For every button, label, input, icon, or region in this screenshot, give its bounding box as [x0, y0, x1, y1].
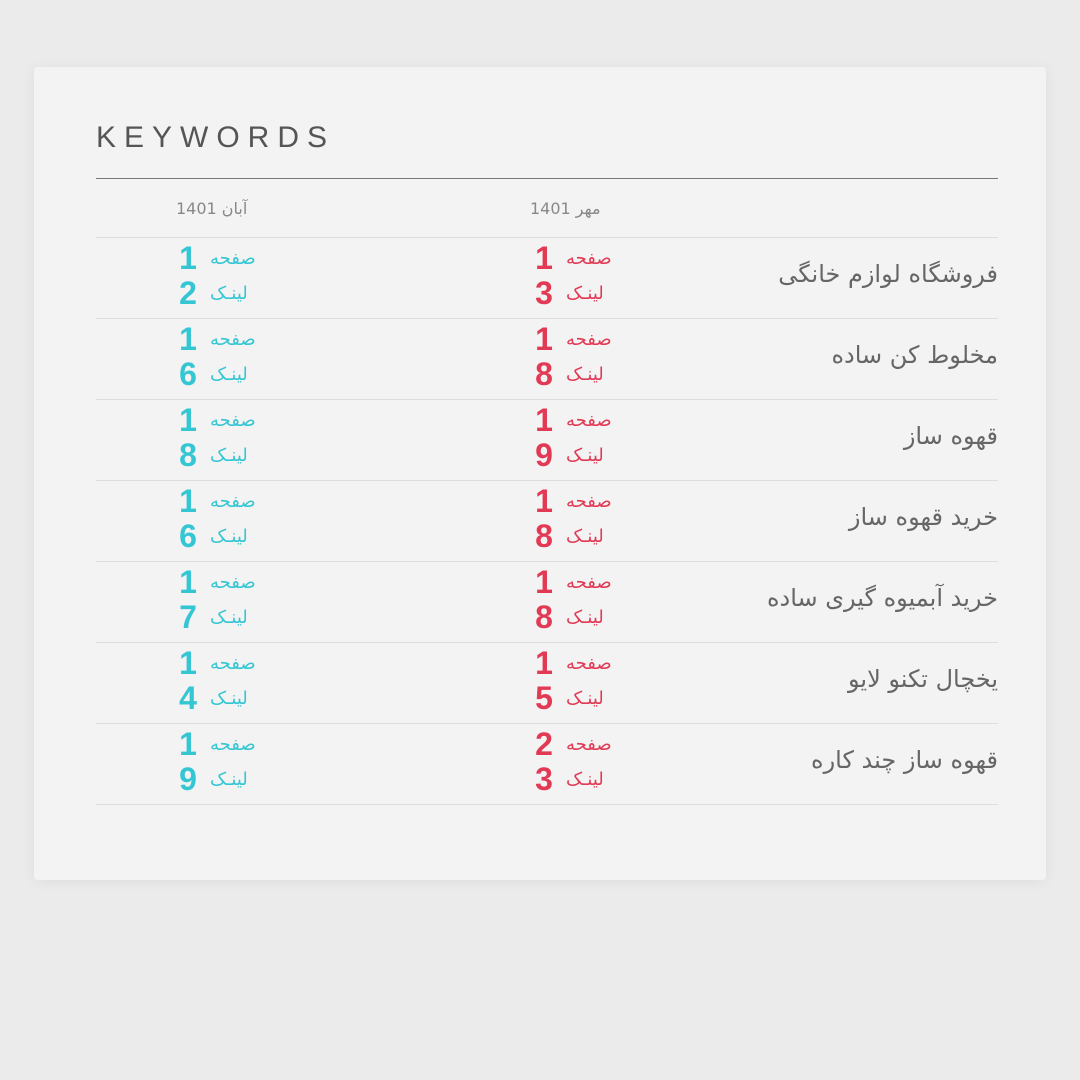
aban-link-value: 6 [179, 518, 197, 554]
page-label: صفحه [566, 410, 612, 431]
link-label: لینـک [210, 526, 248, 547]
page-label: صفحه [210, 329, 256, 350]
table-header [96, 179, 998, 238]
keyword-label: خرید آبمیوه گیری ساده [766, 584, 998, 612]
aban-page-value: 1 [179, 564, 197, 600]
aban-page-value: 1 [179, 483, 197, 519]
mehr-page-value: 2 [535, 726, 553, 762]
link-label: لینـک [210, 769, 248, 790]
mehr-stats [526, 319, 626, 399]
aban-stats [170, 724, 270, 804]
column-header-mehr: مهر 1401 [530, 199, 601, 218]
keywords-table [96, 238, 998, 805]
aban-stats [170, 238, 270, 318]
aban-stats [170, 481, 270, 561]
aban-link-value: 8 [179, 437, 197, 473]
page-label: صفحه [210, 734, 256, 755]
aban-link-value: 6 [179, 356, 197, 392]
mehr-link-value: 5 [535, 680, 553, 716]
keywords-card [34, 67, 1046, 880]
mehr-stats [526, 481, 626, 561]
page-label: صفحه [210, 653, 256, 674]
mehr-stats [526, 562, 626, 642]
aban-stats [170, 319, 270, 399]
page-label: صفحه [566, 572, 612, 593]
mehr-link-value: 8 [535, 599, 553, 635]
mehr-page-value: 1 [535, 645, 553, 681]
mehr-page-value: 1 [535, 321, 553, 357]
aban-page-value: 1 [179, 726, 197, 762]
mehr-stats [526, 238, 626, 318]
link-label: لینـک [210, 607, 248, 628]
mehr-page-value: 1 [535, 240, 553, 276]
mehr-stats [526, 724, 626, 804]
link-label: لینـک [210, 688, 248, 709]
link-label: لینـک [566, 526, 604, 547]
page-label: صفحه [210, 248, 256, 269]
link-label: لینـک [566, 769, 604, 790]
table-row [96, 319, 998, 400]
aban-stats [170, 400, 270, 480]
page-label: صفحه [566, 734, 612, 755]
table-row [96, 481, 998, 562]
link-label: لینـک [210, 445, 248, 466]
keyword-label: قهوه ساز چند کاره [811, 746, 998, 774]
keyword-label: خرید قهوه ساز [848, 503, 998, 531]
mehr-link-value: 8 [535, 356, 553, 392]
table-row [96, 643, 998, 724]
table-row [96, 724, 998, 805]
page-label: صفحه [566, 329, 612, 350]
aban-link-value: 9 [179, 761, 197, 797]
table-row [96, 238, 998, 319]
page-label: صفحه [566, 653, 612, 674]
link-label: لینـک [566, 364, 604, 385]
keyword-label: فروشگاه لوازم خانگی [778, 260, 998, 288]
table-row [96, 400, 998, 481]
aban-page-value: 1 [179, 321, 197, 357]
mehr-link-value: 9 [535, 437, 553, 473]
page-label: صفحه [210, 410, 256, 431]
aban-page-value: 1 [179, 240, 197, 276]
aban-page-value: 1 [179, 402, 197, 438]
aban-stats [170, 562, 270, 642]
link-label: لینـک [566, 283, 604, 304]
aban-link-value: 2 [179, 275, 197, 311]
mehr-stats [526, 400, 626, 480]
mehr-link-value: 3 [535, 761, 553, 797]
aban-link-value: 7 [179, 599, 197, 635]
link-label: لینـک [566, 688, 604, 709]
mehr-link-value: 8 [535, 518, 553, 554]
page-label: صفحه [210, 572, 256, 593]
aban-link-value: 4 [179, 680, 197, 716]
page-title: KEYWORDS [96, 121, 336, 154]
aban-stats [170, 643, 270, 723]
link-label: لینـک [566, 445, 604, 466]
mehr-stats [526, 643, 626, 723]
aban-page-value: 1 [179, 645, 197, 681]
keyword-label: قهوه ساز [903, 422, 998, 450]
page-label: صفحه [566, 248, 612, 269]
keyword-label: مخلوط کن ساده [831, 341, 998, 369]
mehr-page-value: 1 [535, 564, 553, 600]
page-label: صفحه [210, 491, 256, 512]
link-label: لینـک [210, 283, 248, 304]
link-label: لینـک [566, 607, 604, 628]
keyword-label: یخچال تکنو لایو [847, 665, 998, 693]
link-label: لینـک [210, 364, 248, 385]
page-label: صفحه [566, 491, 612, 512]
table-row [96, 562, 998, 643]
column-header-aban: آبان 1401 [176, 199, 248, 218]
mehr-page-value: 1 [535, 402, 553, 438]
mehr-page-value: 1 [535, 483, 553, 519]
mehr-link-value: 3 [535, 275, 553, 311]
